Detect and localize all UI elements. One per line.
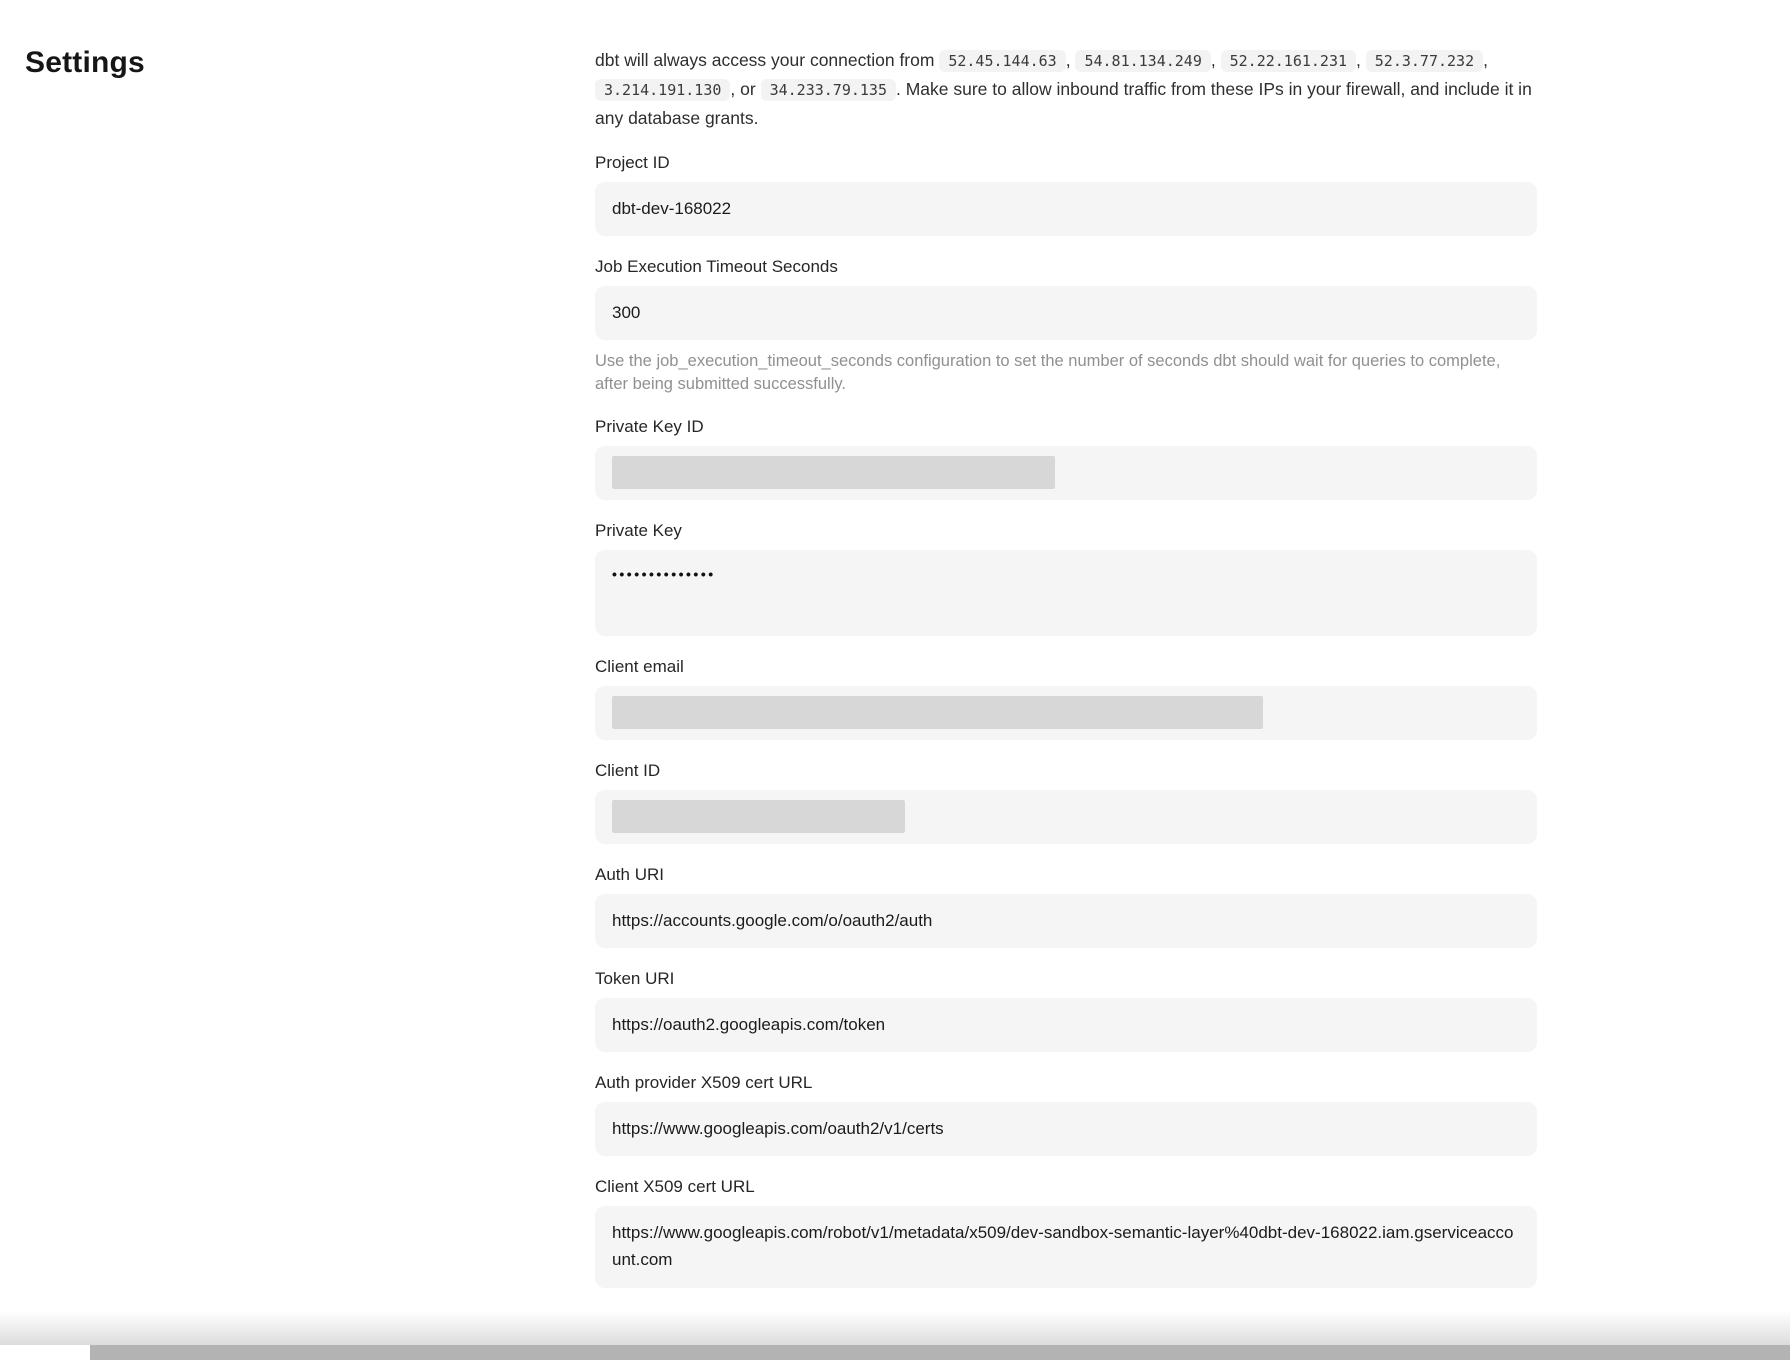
private-key-id-input[interactable] [595, 446, 1537, 500]
ip-address-chip: 34.233.79.135 [761, 79, 896, 101]
field-job-execution-timeout [595, 256, 1537, 396]
conjunction: , or [730, 78, 756, 99]
field-client-x509-cert-url [595, 1176, 1537, 1288]
auth-uri-input[interactable] [595, 894, 1537, 948]
field-auth-provider-x509-cert-url [595, 1072, 1537, 1156]
private-key-id-label: Private Key ID [595, 416, 704, 436]
auth-uri-label: Auth URI [595, 864, 664, 884]
connection-settings-form [595, 28, 1537, 1288]
client-x509-value: https://www.googleapis.com/robot/v1/metadata/x509/dev-sandbox-semantic-layer%40dbt-dev-168022.iam.gserviceaccount.com [612, 1222, 1514, 1269]
notice-prefix: dbt will always access your connection from [595, 49, 935, 70]
field-auth-uri [595, 864, 1537, 948]
auth-provider-x509-value: https://www.googleapis.com/oauth2/v1/certs [612, 1118, 944, 1138]
project-id-value: dbt-dev-168022 [612, 198, 732, 218]
field-token-uri [595, 968, 1537, 1052]
auth-uri-value: https://accounts.google.com/o/oauth2/auth [612, 910, 933, 930]
job-execution-timeout-value: 300 [612, 302, 641, 322]
token-uri-label: Token URI [595, 968, 675, 988]
separator: , [1065, 49, 1071, 70]
auth-provider-x509-label: Auth provider X509 cert URL [595, 1072, 813, 1092]
scroll-fade [0, 1311, 1790, 1345]
private-key-input[interactable] [595, 550, 1537, 636]
separator: , [1356, 49, 1361, 70]
client-email-input[interactable] [595, 686, 1537, 740]
client-x509-input[interactable] [595, 1206, 1537, 1288]
notice-suffix: . Make sure to allow inbound traffic from these IPs in your firewall, and include it in any database grants. [595, 78, 1532, 128]
client-x509-label: Client X509 cert URL [595, 1176, 755, 1196]
field-client-id [595, 760, 1537, 844]
ip-address-chip: 3.214.191.130 [595, 79, 730, 101]
page-title: Settings [25, 46, 145, 80]
private-key-masked-value: •••••••••••••• [612, 565, 716, 582]
private-key-label: Private Key [595, 520, 682, 540]
job-execution-timeout-label: Job Execution Timeout Seconds [595, 256, 838, 276]
token-uri-value: https://oauth2.googleapis.com/token [612, 1014, 886, 1034]
field-private-key-id [595, 416, 1537, 500]
ip-allowlist-notice [595, 46, 1537, 132]
project-id-label: Project ID [595, 152, 670, 172]
ip-address-chip: 52.22.161.231 [1221, 50, 1356, 72]
job-execution-timeout-input[interactable] [595, 286, 1537, 340]
ip-address-chip: 52.3.77.232 [1366, 50, 1483, 72]
ip-address-chip: 54.81.134.249 [1075, 50, 1210, 72]
client-email-label: Client email [595, 656, 684, 676]
field-project-id [595, 152, 1537, 236]
bottom-edge-bar [90, 1345, 1790, 1360]
project-id-input[interactable] [595, 182, 1537, 236]
job-execution-timeout-help: Use the job_execution_timeout_seconds configuration to set the number of seconds dbt should wait for queries to complete, after being submitted successfully. [595, 351, 1501, 393]
separator: , [1483, 49, 1488, 70]
redacted-value-bar [612, 696, 1263, 729]
client-id-input[interactable] [595, 790, 1537, 844]
client-id-label: Client ID [595, 760, 661, 780]
field-client-email [595, 656, 1537, 740]
field-private-key [595, 520, 1537, 636]
auth-provider-x509-input[interactable] [595, 1102, 1537, 1156]
redacted-value-bar [612, 456, 1055, 489]
token-uri-input[interactable] [595, 998, 1537, 1052]
separator: , [1210, 49, 1216, 70]
redacted-value-bar [612, 800, 905, 833]
ip-address-chip: 52.45.144.63 [939, 50, 1065, 72]
